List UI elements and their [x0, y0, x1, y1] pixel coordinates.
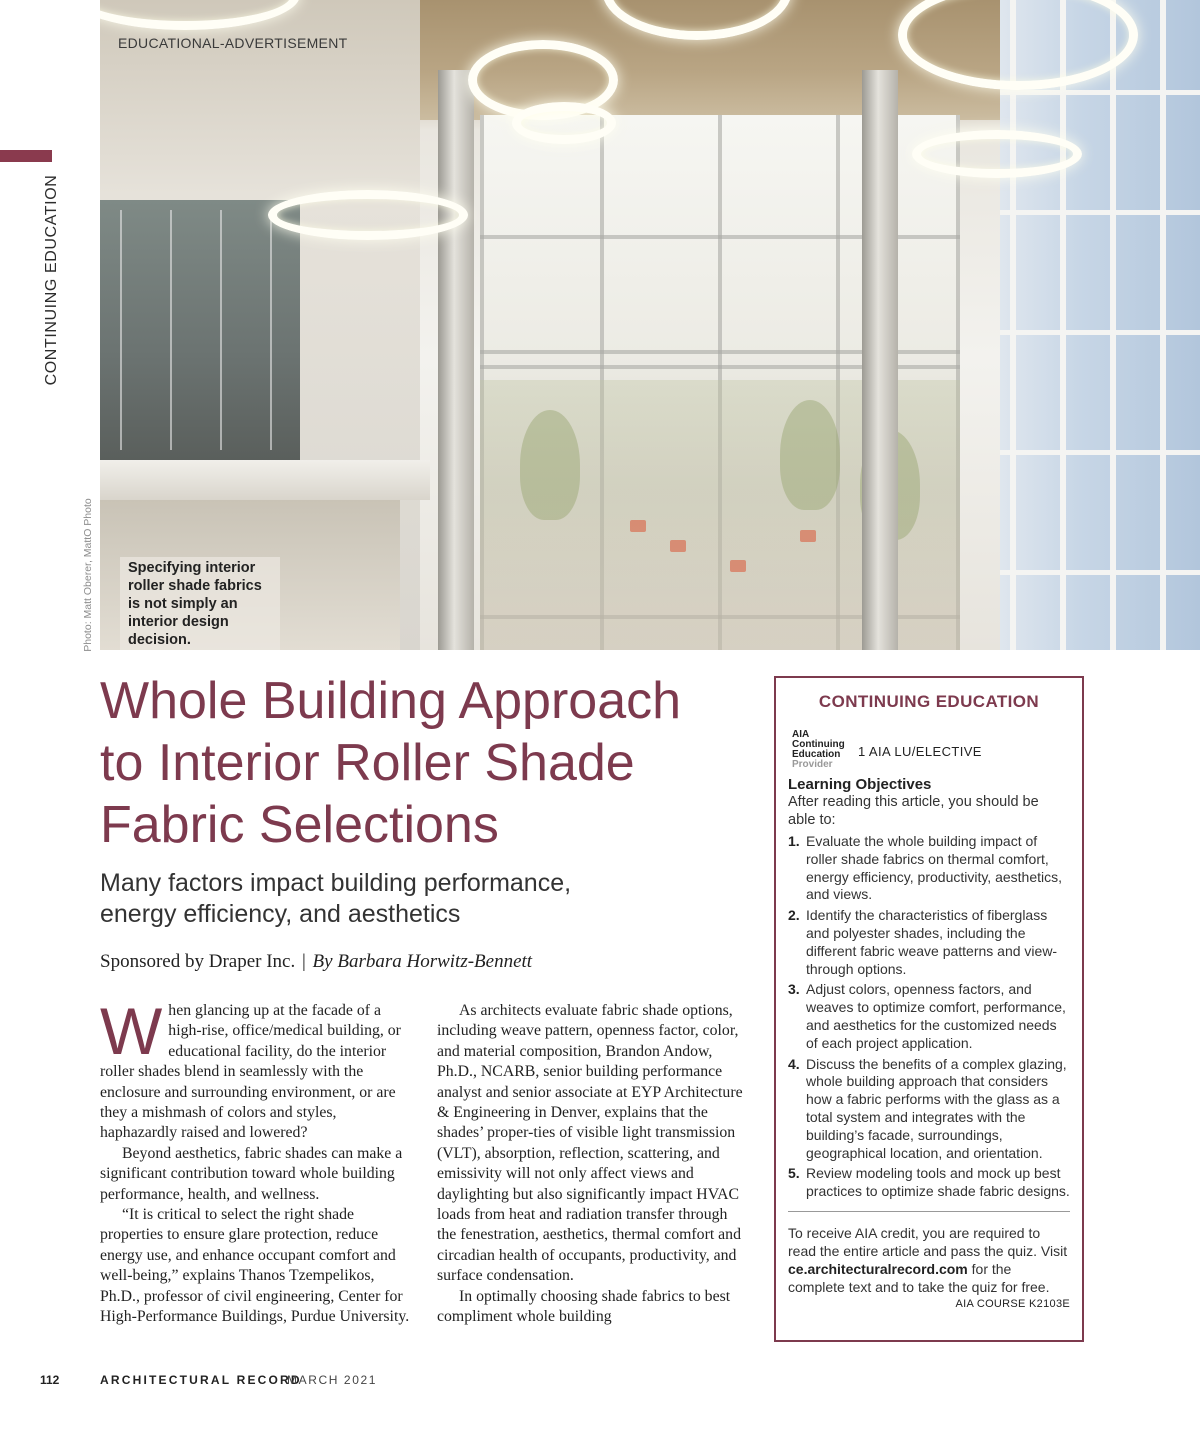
objective-item: 1. Evaluate the whole building impact of roller shade fabrics on thermal comfort, energy efficiency, productivity, aesthetics, and views.	[788, 833, 1063, 903]
body-column-1	[100, 994, 410, 1328]
photo-balcony-ledge	[100, 460, 430, 500]
side-section-label: CONTINUING EDUCATION	[43, 174, 60, 386]
body-column-2	[437, 1001, 747, 1328]
advertisement-label: EDUCATIONAL-ADVERTISEMENT	[118, 35, 348, 51]
aia-course-code: AIA COURSE K2103E	[955, 1297, 1070, 1310]
title-line: Whole Building Approach	[100, 672, 682, 730]
byline-separator: |	[301, 951, 306, 972]
page-number: 112	[40, 1373, 60, 1387]
article-subtitle	[100, 868, 740, 930]
issue-date: MARCH 2021	[287, 1373, 378, 1387]
body-paragraph: “It is critical to select the right shade properties to ensure glare protection, reduce energy use, and enhance occupant comfort and well-being,” explains Thanos Tzempelikos, Ph.D., professor of civil engineering, Center for High-Performance Buildings, Purdue University.	[100, 1206, 410, 1326]
body-paragraph: Beyond aesthetics, fabric shades can make a significant contribution toward whole building performance, health, and wellness.	[100, 1144, 403, 1203]
sponsor: Sponsored by Draper Inc.	[100, 951, 296, 972]
subtitle-line: energy efficiency, and aesthetics	[100, 900, 461, 928]
article-title	[100, 670, 760, 856]
author: By Barbara Horwitz-Bennett	[312, 951, 533, 972]
body-paragraph: When glancing up at the facade of a high-rise, office/medical building, or educational facility, do the interior roller shades blend in seamlessly with the enclosure and surrounding environment, or are they a mishmash of colors and styles, haphazardly raised and lowered?	[100, 994, 401, 1142]
body-paragraph: As architects evaluate fabric shade options, including weave pattern, openness factor, color, and material composition, Brandon Andow, Ph.D., NCARB, senior building performance analyst and senior associate at EYP Architecture & Engineering in Denver, explains that the shades’ proper-ties of visible light transmission (VLT), absorption, reflection, scattering, and emissivity will not only affect views and daylighting but also significantly impact HVAC loads from heat and radiation transfer through the fenestration, aesthetics, thermal comfort and circadian health of occupants, productivity, and surface condensation.	[437, 1002, 743, 1285]
objective-item: 2. Identify the characteristics of fiberglass and polyester shades, including the different fabric weave patterns and view-through options.	[788, 907, 1058, 977]
aia-provider-logo: AIA Continuing Education Provider	[792, 729, 845, 770]
title-line: to Interior Roller Shade	[100, 734, 635, 792]
continuing-education-box	[774, 676, 1084, 1342]
drop-cap: W	[100, 994, 163, 1068]
objective-item: 5. Review modeling tools and mock up best practices to optimize shade fabric designs.	[788, 1165, 1070, 1200]
aia-credit: 1 AIA LU/ELECTIVE	[858, 744, 982, 759]
objective-item: 3. Adjust colors, openness factors, and weaves to optimize comfort, performance, and aesthetics for the customized needs of each project application.	[788, 981, 1066, 1051]
section-tab-bar	[0, 150, 52, 162]
ce-box-title: CONTINUING EDUCATION	[818, 692, 1040, 711]
ce-website-link[interactable]: ce.architecturalrecord.com	[788, 1260, 968, 1277]
pendant-light	[912, 130, 1082, 178]
photo-column-left	[438, 70, 474, 650]
hero-photo	[100, 0, 1200, 650]
aia-credit-note: To receive AIA credit, you are required to read the entire article and pass the quiz. Visit ce.architecturalrecord.com for the complete text and to take the quiz for free.	[788, 1224, 1068, 1295]
aia-credit-row	[788, 730, 1070, 770]
subtitle-line: Many factors impact building performance,	[100, 869, 572, 897]
objective-item: 4. Discuss the benefits of a complex glazing, whole building approach that considers how a fabric performs with the glass as a total system and integrates with the building’s facade, surroundings, geographical location, and orientation.	[788, 1055, 1067, 1161]
body-paragraph: In optimally choosing shade fabrics to best compliment whole building	[437, 1287, 731, 1326]
photo-caption: Specifying interior roller shade fabrics is not simply an interior design decision.	[120, 557, 280, 650]
photo-office-glass	[100, 200, 300, 460]
photo-column-right	[862, 70, 898, 650]
byline	[100, 951, 532, 973]
objectives-list	[788, 833, 1070, 1201]
ce-divider	[788, 1211, 1070, 1212]
pendant-light	[512, 102, 616, 144]
title-line: Fabric Selections	[100, 796, 499, 854]
publication-name: ARCHITECTURAL RECORD	[100, 1373, 302, 1387]
photo-curtain-wall	[1000, 0, 1200, 650]
photo-credit: Photo: Matt Oberer, MattO Photo	[82, 498, 94, 652]
objectives-heading: Learning Objectives	[788, 776, 932, 793]
objectives-intro: After reading this article, you should be able to:	[788, 794, 1039, 828]
pendant-light	[268, 190, 468, 240]
